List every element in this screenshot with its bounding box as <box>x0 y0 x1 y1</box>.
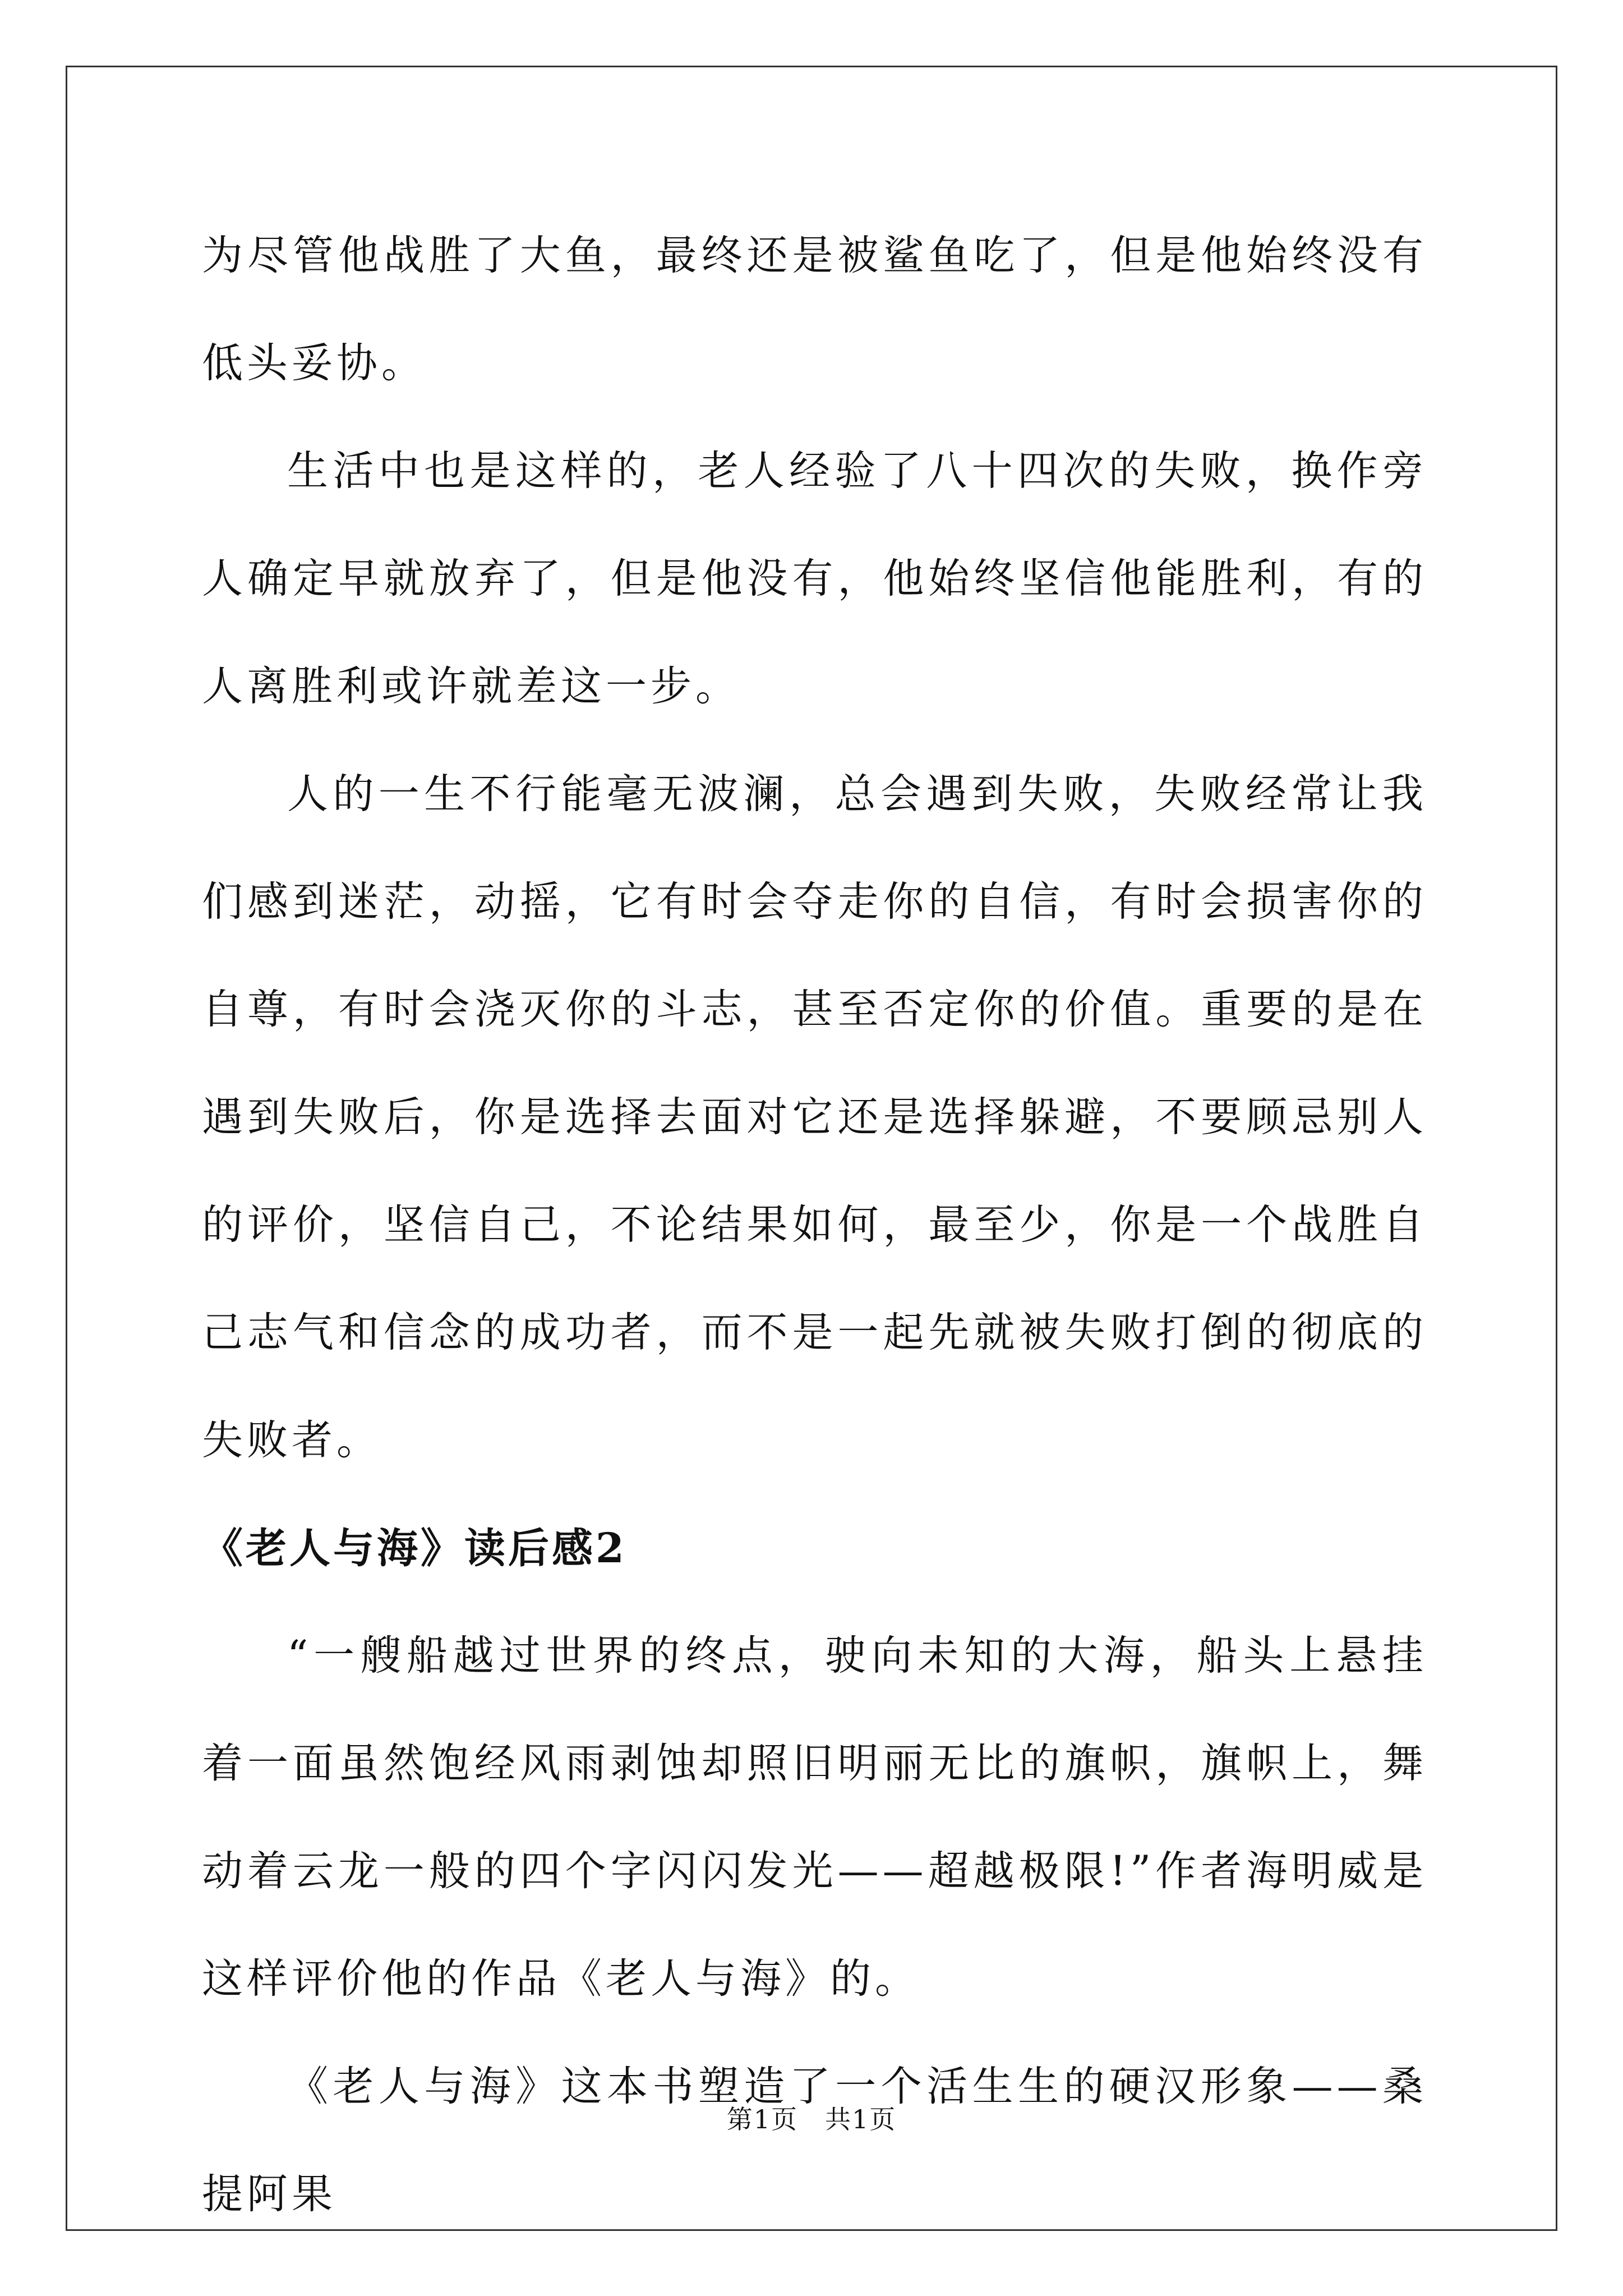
paragraph: 人的一生不行能毫无波澜，总会遇到失败，失败经常让我们感到迷茫，动摇，它有时会夺走你的自信，有时会损害你的自尊，有时会浇灭你的斗志，甚至否定你的价值。重要的是在遇到失败后，你是选择去面对它还是选择躲避，不要顾忌别人的评价，坚信自己，不论结果如何，最至少，你是一个战胜自己志气和信念的成功者，而不是一起先就被失败打倒的彻底的失败者。 <box>202 770 1427 1464</box>
section-heading: 《老人与海》读后感2 <box>202 1524 627 1572</box>
paragraph: 《老人与海》这本书塑造了一个活生生的硬汉形象——桑提阿果 <box>202 2063 1427 2218</box>
paragraph: “一艘船越过世界的终点，驶向未知的大海，船头上悬挂着一面虽然饱经风雨剥蚀却照旧明丽无比的旗帜，旗帜上，舞动着云龙一般的四个字闪闪发光——超越极限!”作者海明威是这样评价他的作品《老人与海》的。 <box>202 1632 1427 2003</box>
paragraph: 为尽管他战胜了大鱼，最终还是被鲨鱼吃了，但是他始终没有低头妥协。 <box>202 232 1427 387</box>
document-body <box>202 202 1427 2248</box>
page-footer: 第1页 共1页 <box>726 2104 897 2134</box>
paragraph: 生活中也是这样的，老人经验了八十四次的失败，换作旁人确定早就放弃了，但是他没有，他始终坚信他能胜利，有的人离胜利或许就差这一步。 <box>202 447 1427 710</box>
